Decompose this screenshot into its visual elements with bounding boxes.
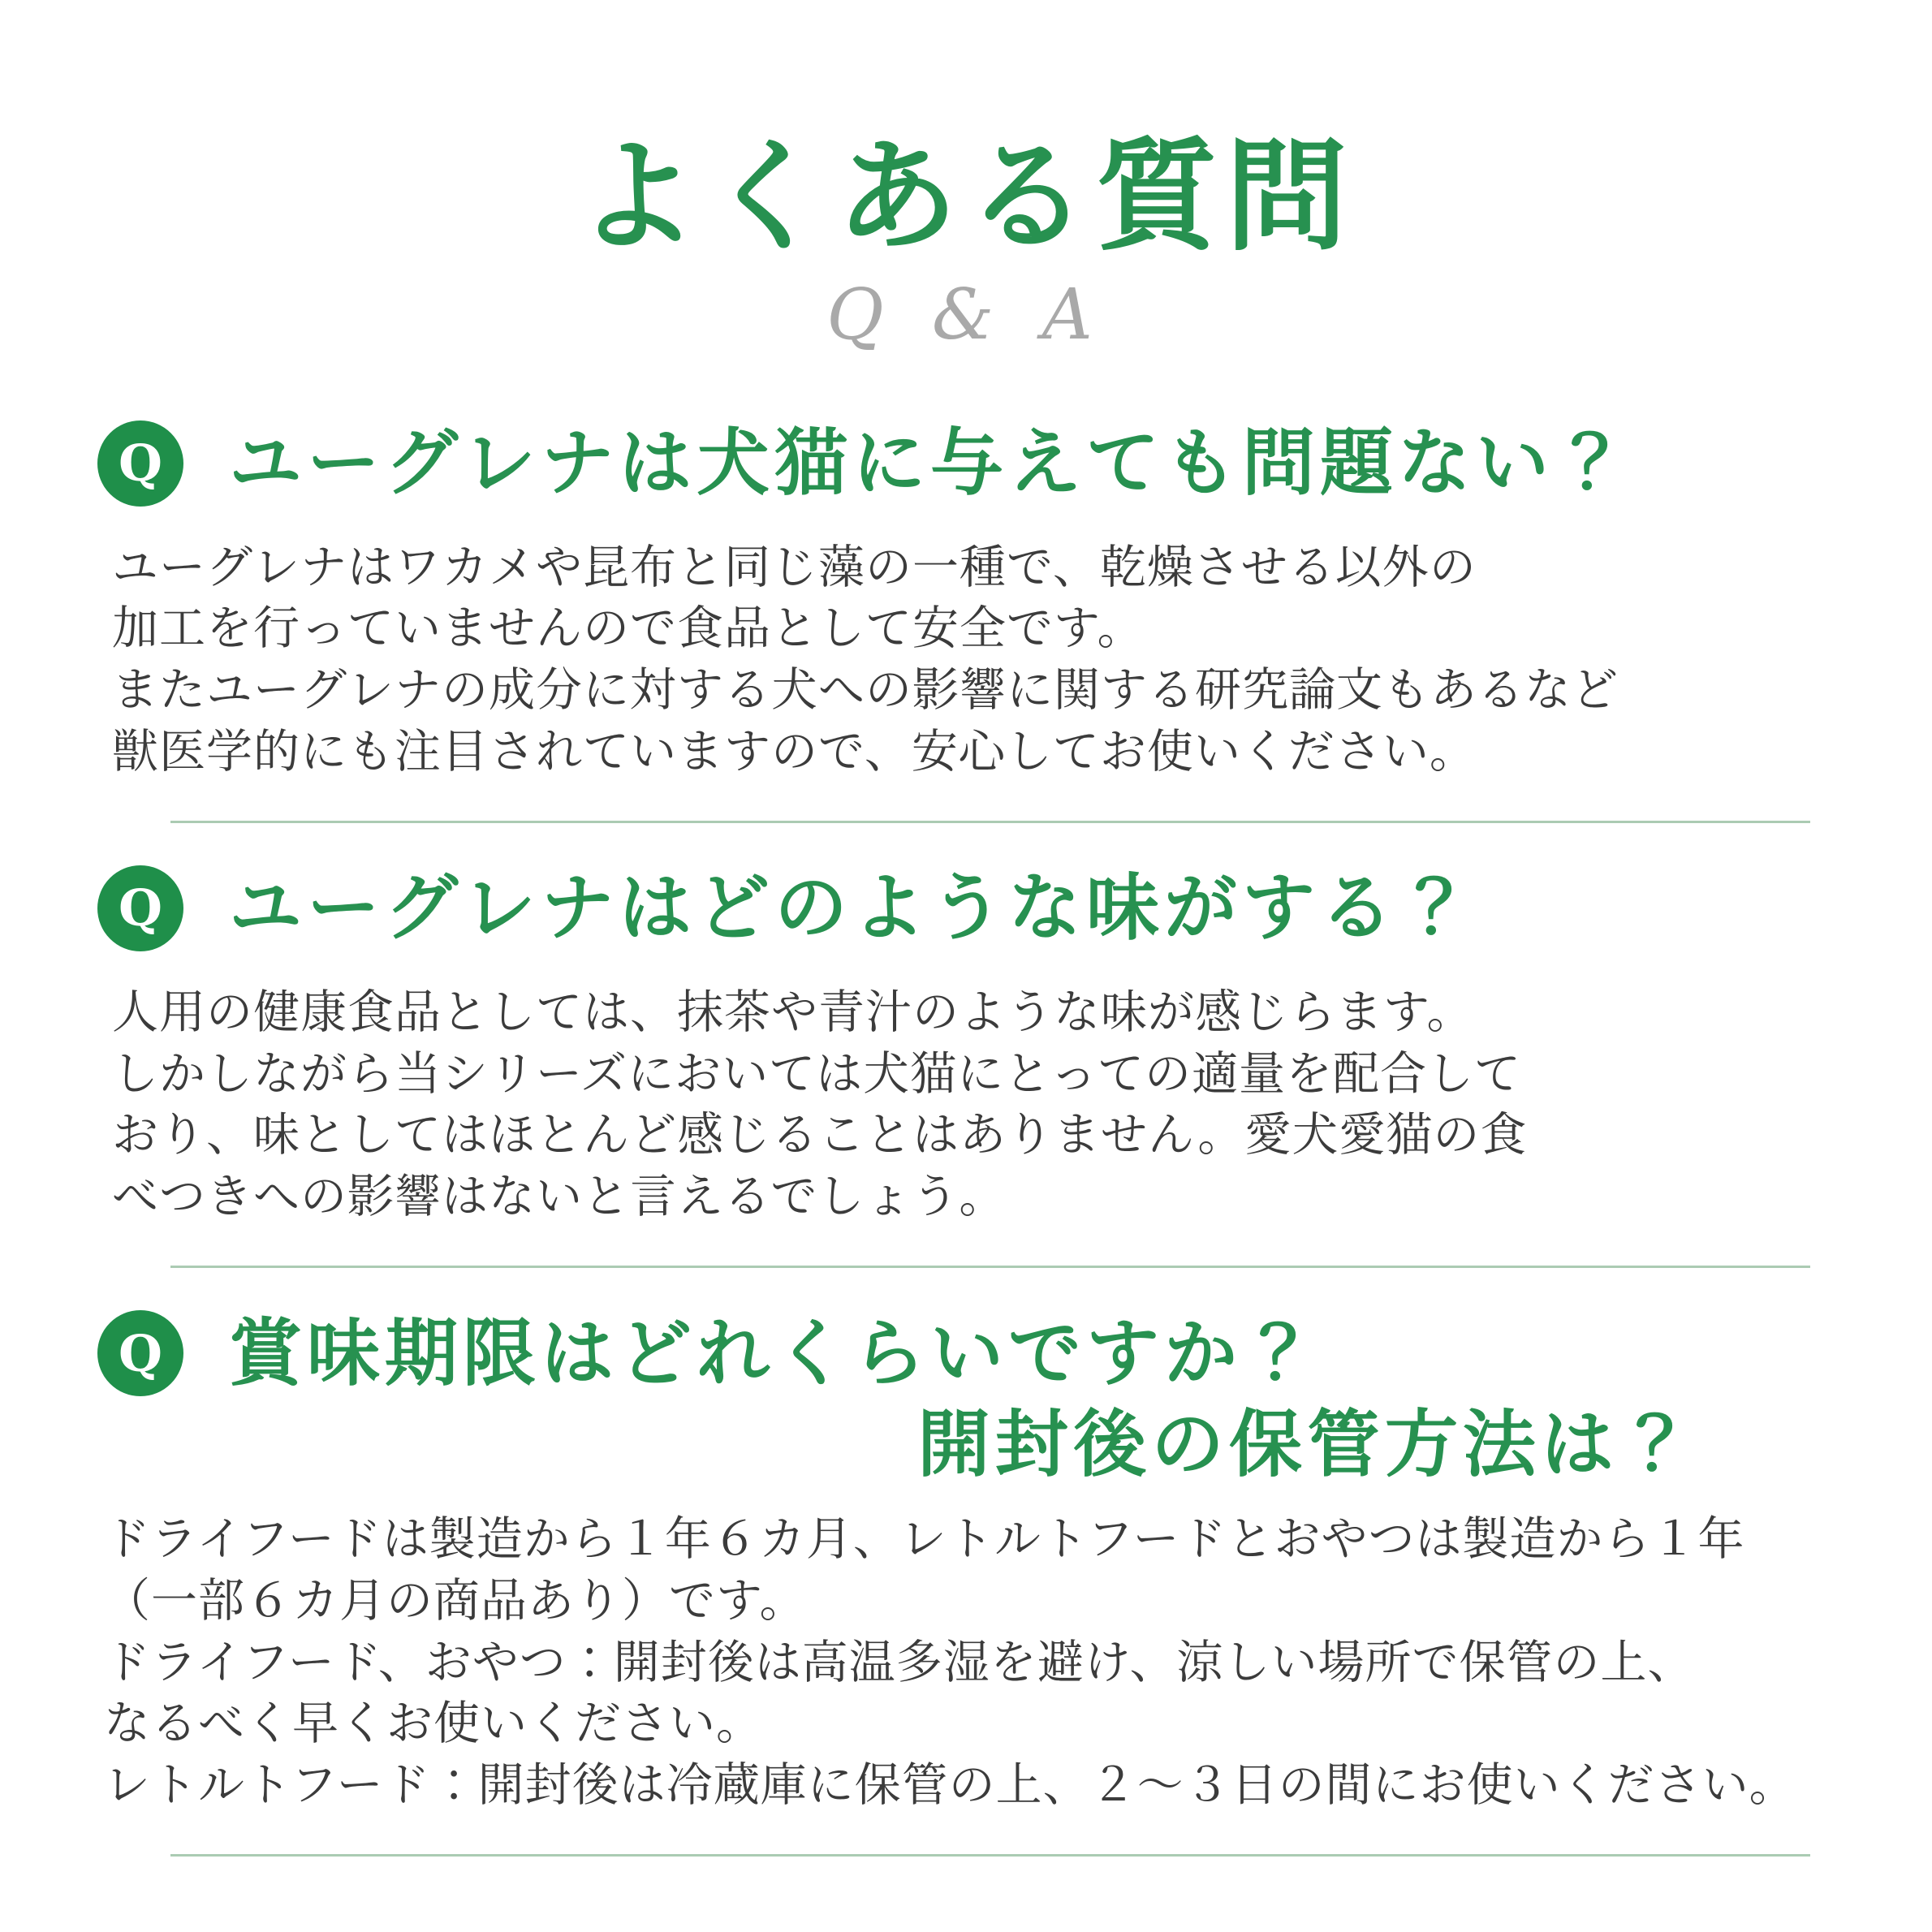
answer-line: （一部６カ月の商品あり）です。 [104, 1573, 807, 1628]
question-row [97, 865, 1835, 951]
answer-block [112, 537, 1835, 783]
question-text-line2: 開封後の保管方法は？ [917, 1402, 1697, 1488]
q-badge-icon: Q [97, 865, 183, 951]
answer-line: べつきへの影響はないと言えるでしょう。 [112, 1170, 1007, 1224]
faq-section-1 [97, 420, 1835, 823]
answer-line: ドライフード、おやつ：開封後は高温多湿を避け、涼しい場所で保管の上、 [104, 1635, 1695, 1689]
answer-block [104, 1509, 1835, 1817]
section-divider [170, 821, 1810, 823]
page-subtitle: Q & A [826, 274, 1106, 356]
answer-line: レトルトフード：開封後は冷蔵庫に保管の上、２～３日の間にお使いください。 [104, 1758, 1796, 1813]
page-title: よくある質問 [576, 127, 1356, 268]
answer-line: ユーグレナはワカメや昆布と同じ藻の一種で、乾燥させる以外の [112, 540, 1477, 594]
answer-line: 人用の健康食品としては、抹茶や青汁のような味が感じらます。 [112, 985, 1474, 1039]
question-row [97, 420, 1835, 507]
question-text: ユーグレナはどのような味がする？ [229, 865, 1476, 951]
answer-line: またユーグレナの成分に対する犬への影響に関する研究論文もあるなど [112, 663, 1619, 718]
question-text: ユーグレナは犬猫に与えても問題ない？ [229, 420, 1632, 507]
answer-line: ドライフードは製造から１年６カ月、レトルトフードとおやつは製造から１年 [104, 1512, 1745, 1567]
q-badge-icon: Q [97, 420, 183, 507]
question-row [97, 1310, 1835, 1396]
section-divider [170, 1854, 1810, 1857]
question-text: 賞味期限はどれくらいですか？ [229, 1310, 1320, 1396]
answer-line: なるべく早くお使いください。 [104, 1697, 763, 1751]
answer-line: 獣医学的にも注目されていますので、安心してお使いください。 [112, 725, 1477, 779]
q-badge-icon: Q [97, 1310, 183, 1396]
faq-section-2 [97, 865, 1835, 1268]
answer-block [112, 982, 1835, 1228]
answer-line: おり、味としてはほとんど感じることはありません。愛犬愛猫の食 [112, 1108, 1528, 1162]
answer-line: しかしながら当シリーズにおいては犬猫にとっての適量を配合して [112, 1046, 1522, 1101]
faq-section-3 [97, 1310, 1835, 1857]
section-divider [170, 1266, 1810, 1268]
answer-line: 加工を行っていませんので食品として安全です。 [112, 602, 1145, 656]
